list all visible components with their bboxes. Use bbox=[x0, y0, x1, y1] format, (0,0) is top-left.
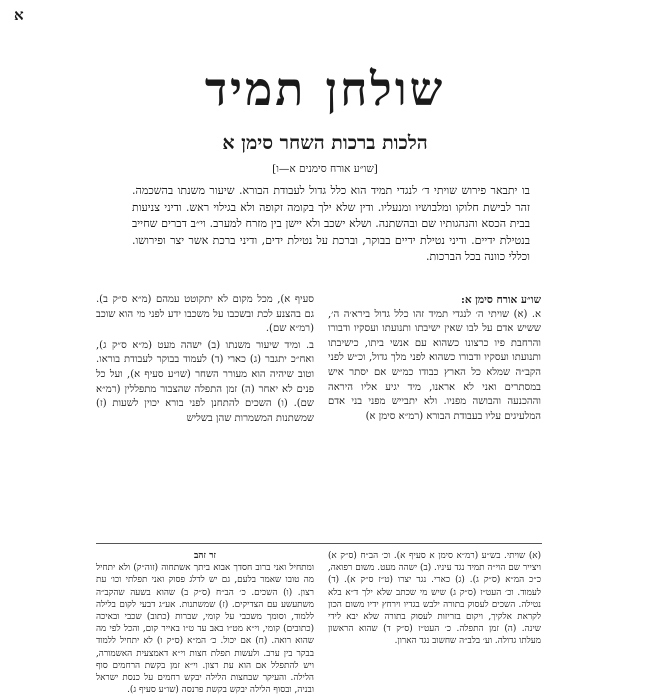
left-column-paragraph: סעיף א), מכל מקום לא יתקוטט עמהם (מ״א ס״ק ב). גם בהצנע לכת ובשכבו על משכבו ידע לפני מי הוא שוכב (רמ״א שם). bbox=[96, 294, 314, 335]
footnotes-left bbox=[96, 550, 314, 696]
right-column bbox=[328, 293, 541, 426]
footnote-divider bbox=[96, 543, 542, 544]
footnotes-left-heading: זר זהב bbox=[193, 551, 217, 561]
footnotes-right bbox=[328, 550, 541, 648]
page-number: א bbox=[14, 6, 24, 24]
book-title: שולחן תמיד bbox=[204, 62, 446, 116]
section-subtitle: [שו״ע אורח סימנים א—ו] bbox=[272, 163, 378, 175]
footnotes-right-text: (א) שויתי. בש״ע (רמ״א סימן א סעיף א). וכ׳ הב״ח (ס״ק א) ויצייר שם הוי״ה תמיד נגד עיניו. (ב) ישהה מעט. משום רפואה, כ״כ המ״א (ס״ק ג). (ג) כארי. נגד יצרו (ט״ז ס״ק א). (ד) לעמוד. וכ׳ העט״ז (ס״ק ג) שיש מי שכתב שלא ילך ד״א בלא נטילה. השכים לעסוק בתורה ילבש בגדיו וירחץ ידיו משום הכון לקראת אלקיך, ויקום בזריזות לעסוק בתורה שלא יבא לידי שינה. (ה) זמן התפלה. כ׳ העט״ז (ס״ק ד) שהוא הראשון מעלתו גדולה. וע׳ בלב״ה שחשוב נגד הארון. bbox=[328, 551, 541, 647]
intro-paragraph: בו יתבאר פירוש שויתי ד׳ לנגדי תמיד הוא כלל גדול לעבודת הבורא. שיעור משנתו בהשכמה. זהר לבישת חלוקו ומלבושיו ומנעליו. ודין שלא ילך בקומה זקופה ולא בגילוי ראש. ודיני צניעות בבית הכסא והנהגותיו שם ובהשתנה. ושלא ישכב ולא יישן בין מזרח למערב. וי״ב דברים שחייב בנטילת ידיים. ודיני נטילת ידיים בבוקר, וברכת על נטילת ידים, ודיני ברכת אשר יצר ופירושו. וכללי כוונה בכל הברכות. bbox=[132, 184, 530, 263]
footnotes-left-text: ומתחיל ואני ברוב חסדך אבוא ביתך אשתחוה (זוה״ק) ולא יתחיל מה טובו שאמר בלעם, גם יש לדלג פסוק ואני תפלתי וכו׳ עת רצון. (ו) השכים. כ׳ הב״ח (ס״ק ב) שהוא בשעה שהקב״ה משתעשע עם הצדיקים. (ז) שמשתנות. אע״ג דבעי לקום בלילה ללמוד, וסומך משכבי על קומי, שברות (כתוב) שכבי ובאיכה (כתובים) קומי, וי״א מט״ו באב עד ט״ו באייר קום, והכל לפי מה שהוא רואה. (ח) אם יכול. כ׳ המ״א (ס״ק ו) לא יתחיל ללמוד בבקר בין ערב. ולעשות תפלת חצות וי״א דאמצעית האשמורה, ויש להתפלל אם הוא עת רצון. וי״א זמן בקשת הרחמים סוף הלילה. והעיקר שבחצות הלילה יבקש רחמים על כנסת ישראל ובניה, ובסוף הלילה יבקש בקשת פרנסה (שו״ע סעיף ג). bbox=[96, 563, 314, 696]
section-title: הלכות ברכות השחר סימן א bbox=[222, 132, 428, 154]
left-column-paragraph: ב. ומיד שיעור משנתו (ב) ישהה מעט (מ״א ס״ק ג), ואח״כ יתגבר (ג) כארי (ד) לעמוד בבוקר לעבודת בוראו. וטוב שיהיה הוא מעורר השחר (שו״ע סעיף א), ועל כל פנים לא יאחר (ה) זמן התפלה שהצבור מתפללין (רמ״א שם). (ו) השכים להתחנן לפני בורא יכוין לשעות (ז) שמשתנות המשמרות שהן בשליש bbox=[96, 339, 314, 424]
left-column bbox=[96, 293, 314, 428]
right-column-paragraph: א. (א) שויתי ה׳ לנגדי תמיד זהו כלל גדול בירא׳ה ה׳, ששיש אדם על לבו שאין ישיבתו ותנועתו ועסקיו ודבורו והרחבת פיו כרצונו כשהוא עם אנשי ביתו, כישיבתו ותנועתו ועסקיו ודבורו כשהוא לפני מלך גדול, וכ״ש לפני הקב״ה שמלא כל הארץ כבודו כמ״ש אם יסתר איש במסתרים ואני לא אראנו, מיד יגיע אליו היראה וההכנעה והבושה מפניו. ולא יתבייש מפני בני אדם המלעיגים עליו בעבודת הבורא (רמ״א סימן א) bbox=[328, 308, 541, 422]
right-column-heading: שו״ע אורח סימן א: bbox=[460, 294, 541, 306]
